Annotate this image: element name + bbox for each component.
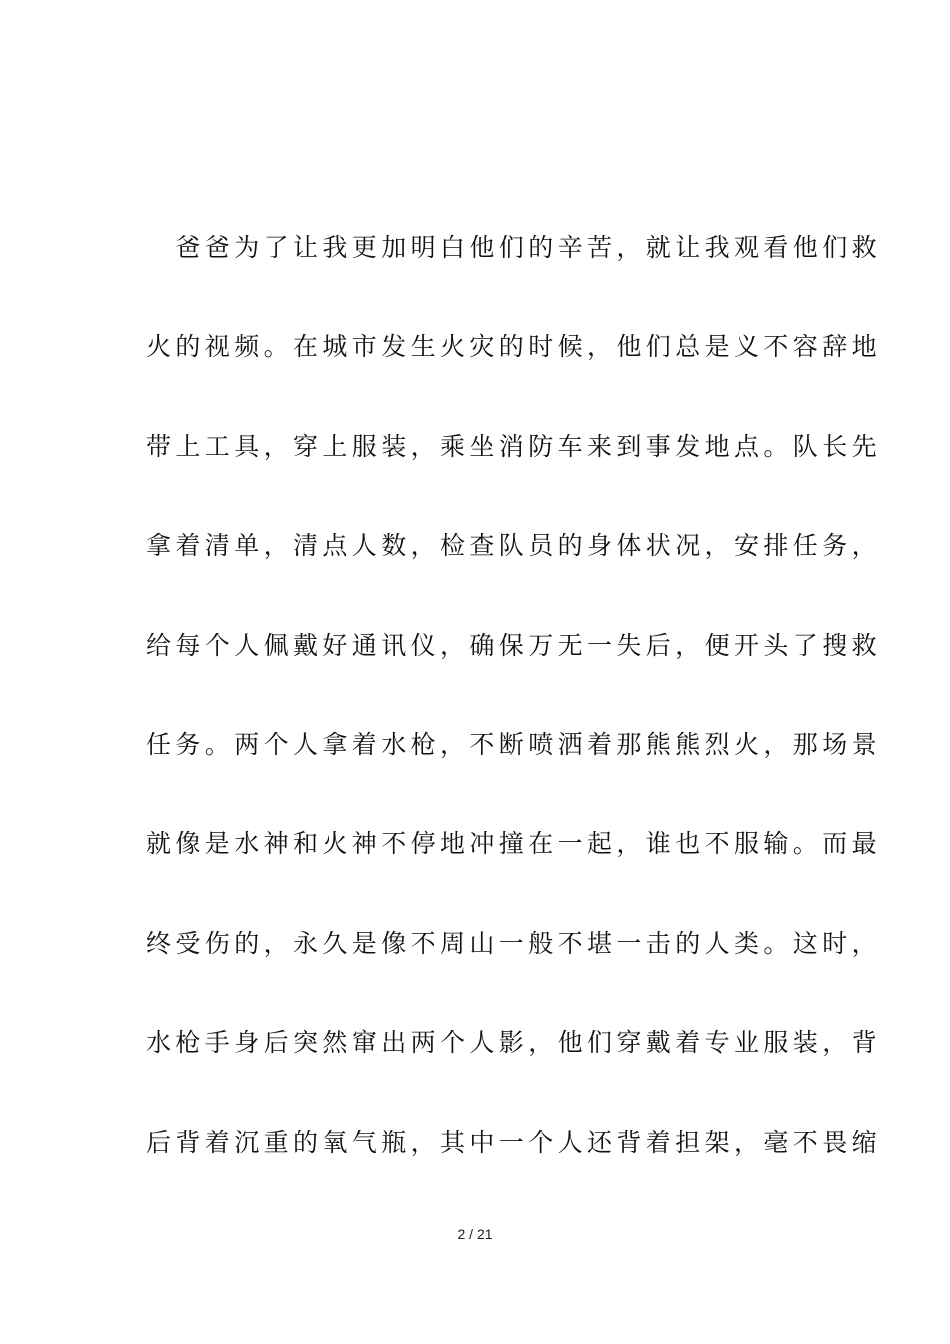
text-line: 火的视频。在城市发生火灾的时候，他们总是义不容辞地 <box>146 332 882 362</box>
text-line: 后背着沉重的氧气瓶，其中一个人还背着担架，毫不畏缩 <box>146 1127 882 1157</box>
text-line: 水枪手身后突然窜出两个人影，他们穿戴着专业服装，背 <box>146 1028 882 1058</box>
text-line: 带上工具，穿上服装，乘坐消防车来到事发地点。队长先 <box>146 431 882 461</box>
text-line: 就像是水神和火神不停地冲撞在一起，谁也不服输。而最 <box>146 829 882 859</box>
text-line: 爸爸为了让我更加明白他们的辛苦，就让我观看他们救 <box>146 233 882 262</box>
text-line: 给每个人佩戴好通讯仪，确保万无一失后，便开头了搜救 <box>146 630 882 660</box>
text-line: 终受伤的，永久是像不周山一般不堪一击的人类。这时， <box>146 928 882 958</box>
page-number: 2 / 21 <box>457 1226 493 1242</box>
text-line: 任务。两个人拿着水枪，不断喷洒着那熊熊烈火，那场景 <box>146 729 882 759</box>
text-line: 拿着清单，清点人数，检查队员的身体状况，安排任务， <box>146 531 882 561</box>
body-text <box>146 222 882 1216</box>
